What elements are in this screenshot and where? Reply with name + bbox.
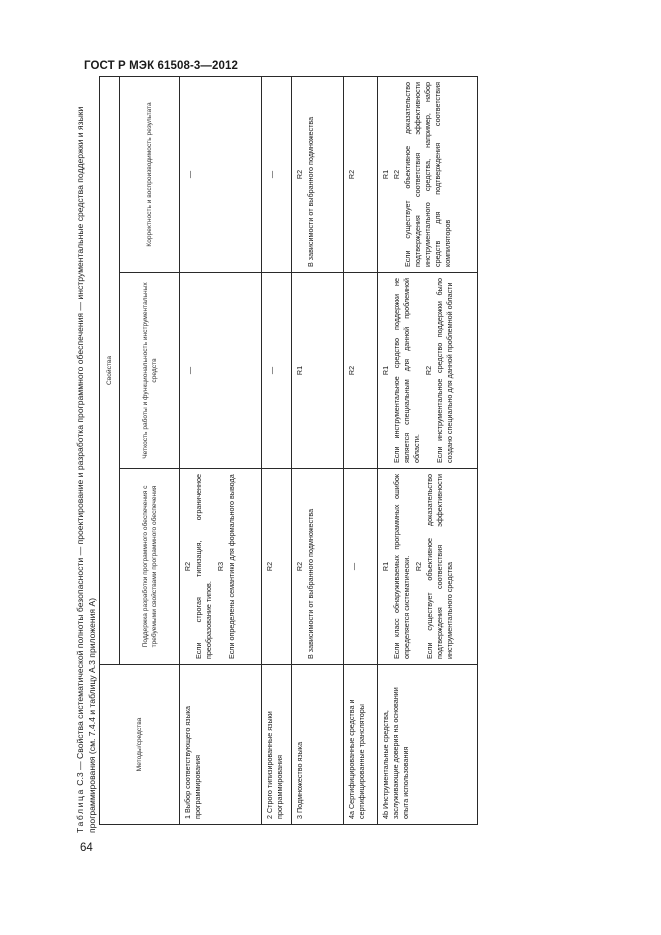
not-applicable-mark: — <box>267 366 276 375</box>
condition-text: Если инструментальное средство поддержки было создано специально для данной проблемной области <box>435 278 454 463</box>
table-row <box>262 76 292 824</box>
property-cell-p2 <box>180 273 262 469</box>
property-cell-p2 <box>292 273 344 469</box>
table-row <box>292 76 344 824</box>
method-cell: 4а Сертифицированные средства и сертифицированные трансляторы <box>344 665 378 825</box>
recommendation-code: R1 <box>381 561 390 572</box>
document-header: ГОСТ Р МЭК 61508-3—2012 <box>84 60 238 72</box>
recommendation-code: R2 <box>424 365 433 376</box>
properties-table <box>99 76 478 825</box>
condition-text: Если существует объективное доказательство подтверждения соответствия эффективности инструментального средства <box>425 474 454 659</box>
table-body <box>180 76 478 824</box>
header-correctness: Корректность и воспроизводимость результата <box>120 76 180 272</box>
recommendation-code: R2 <box>414 561 423 572</box>
header-tool-clarity: Четкость работы и функциональность инструментальных средств <box>120 273 180 469</box>
rotated-table-page <box>68 25 488 855</box>
recommendation-code: R1 <box>295 365 304 376</box>
recommendation-code: R3 <box>216 561 225 572</box>
property-cell-p2 <box>378 273 478 469</box>
condition-text: Если существует объективное доказательство подтверждения соответствия эффективности инструментального средства, например, набор средств для подтверждения соответствия компиляторов <box>403 81 452 267</box>
not-applicable-mark: — <box>185 366 194 375</box>
table-row <box>344 76 378 824</box>
property-cell-p1 <box>262 469 292 665</box>
recommendation-code: R2 <box>347 365 356 376</box>
property-cell-p2 <box>262 273 292 469</box>
condition-text: Если класс обнаруживаемых программных ошибок определяется систематически. <box>392 474 411 659</box>
condition-text: Если инструментальное средство поддержки не является специальным для данной проблемной области. <box>392 278 421 463</box>
property-cell-p3 <box>378 76 478 272</box>
header-methods: Методы/средства <box>100 665 180 825</box>
header-properties: Свойства <box>100 76 120 664</box>
recommendation-code: R2 <box>347 169 356 180</box>
recommendation-code: R2 <box>295 169 304 180</box>
condition-text: В зависимости от выбранного подмножества <box>306 508 315 659</box>
recommendation-code: R2 <box>392 169 401 180</box>
not-applicable-mark: — <box>349 562 358 571</box>
not-applicable-mark: — <box>185 170 194 179</box>
recommendation-code: R2 <box>183 561 192 572</box>
method-cell: 2 Строго типизированные языки программирования <box>262 665 292 825</box>
recommendation-code: R1 <box>381 169 390 180</box>
table-row <box>378 76 478 824</box>
header-support-dev: Поддержка разработки программного обеспечения с требуемыми свойствами программного обеспечения <box>120 469 180 665</box>
property-cell-p1 <box>292 469 344 665</box>
method-cell: 4b Инструментальные средства, заслуживающие доверия на основании опыта использования <box>378 665 478 825</box>
table-caption-text: С.3 — Свойства систематической полноты безопасности — проектирование и разработка программного обеспечения — инструментальные средства поддержки и языки программирования (см. 7.4.4 и таблицу А.3 приложения А) <box>75 106 97 833</box>
recommendation-code: R2 <box>295 561 304 572</box>
property-cell-p1 <box>344 469 378 665</box>
recommendation-code: R2 <box>265 561 274 572</box>
property-cell-p1 <box>378 469 478 665</box>
table-row <box>180 76 262 824</box>
property-cell-p3 <box>262 76 292 272</box>
method-cell: 1 Выбор соответствующего языка программирования <box>180 665 262 825</box>
page-number: 64 <box>80 842 93 854</box>
property-cell-p3 <box>180 76 262 272</box>
condition-text: Если строгая типизация, ограниченное преобразование типов. <box>194 474 213 659</box>
table-caption-label: Таблица <box>75 788 85 833</box>
property-cell-p1 <box>180 469 262 665</box>
property-cell-p3 <box>344 76 378 272</box>
not-applicable-mark: — <box>267 170 276 179</box>
property-cell-p2 <box>344 273 378 469</box>
condition-text: Если определены семантики для формального вывода <box>227 474 236 659</box>
table-caption <box>74 33 98 833</box>
condition-text: В зависимости от выбранного подмножества <box>306 116 315 267</box>
property-cell-p3 <box>292 76 344 272</box>
method-cell: 3 Подмножество языка <box>292 665 344 825</box>
table-header-row <box>100 76 120 824</box>
recommendation-code: R1 <box>381 365 390 376</box>
